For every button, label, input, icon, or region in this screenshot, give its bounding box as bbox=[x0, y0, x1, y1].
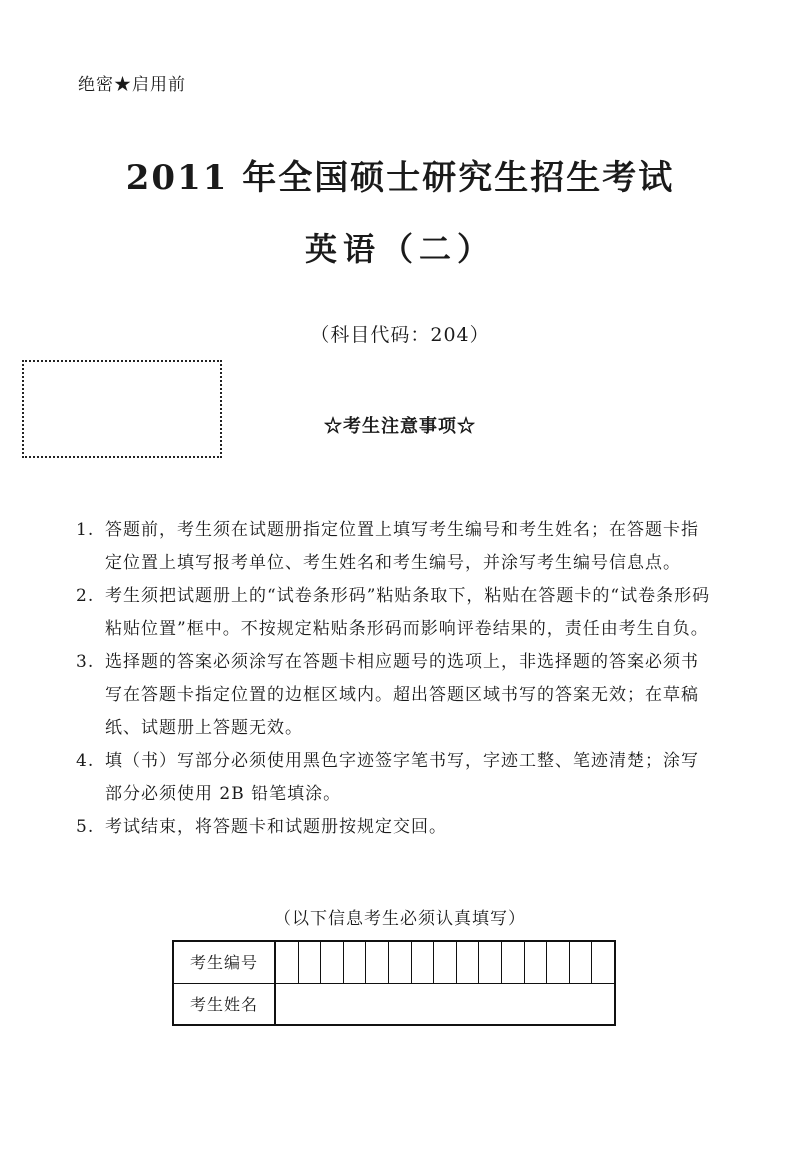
exam-number-digit-cell[interactable] bbox=[457, 942, 480, 983]
notice-text: 考生须把试题册上的“试卷条形码”粘贴条取下，粘贴在答题卡的“试卷条形码粘贴位置”框中。不按规定粘贴条形码而影响评卷结果的，责任由考生自负。 bbox=[105, 586, 711, 639]
exam-number-digit-cell[interactable] bbox=[321, 942, 344, 983]
exam-title: 2011 年全国硕士研究生招生考试 bbox=[125, 158, 675, 198]
exam-number-label: 考生编号 bbox=[174, 942, 276, 983]
exam-number-digit-cell[interactable] bbox=[592, 942, 614, 983]
subject-code: （科目代码：204） bbox=[310, 324, 490, 346]
notice-number: 2. bbox=[76, 586, 95, 606]
notice-item bbox=[76, 580, 716, 646]
notice-number: 5. bbox=[76, 817, 95, 837]
notice-number: 4. bbox=[76, 751, 95, 771]
exam-number-digit-cell[interactable] bbox=[502, 942, 525, 983]
exam-number-digit-cell[interactable] bbox=[299, 942, 322, 983]
barcode-placeholder-box bbox=[22, 360, 222, 458]
exam-number-digit-cell[interactable] bbox=[389, 942, 412, 983]
notice-text: 考试结束，将答题卡和试题册按规定交回。 bbox=[105, 817, 447, 837]
exam-number-digit-cell[interactable] bbox=[570, 942, 593, 983]
candidate-name-row bbox=[174, 984, 614, 1025]
notice-item bbox=[76, 745, 716, 811]
notice-item bbox=[76, 646, 716, 745]
exam-number-row bbox=[174, 942, 614, 984]
notice-heading: ☆考生注意事项☆ bbox=[324, 416, 476, 437]
notice-item bbox=[76, 811, 716, 844]
exam-number-digit-cell[interactable] bbox=[344, 942, 367, 983]
exam-number-digit-cell[interactable] bbox=[479, 942, 502, 983]
notice-item bbox=[76, 514, 716, 580]
notice-text: 选择题的答案必须涂写在答题卡相应题号的选项上，非选择题的答案必须书写在答题卡指定位置的边框区域内。超出答题区域书写的答案无效；在草稿纸、试题册上答题无效。 bbox=[105, 652, 699, 738]
notice-number: 1. bbox=[76, 520, 95, 540]
secret-label: 绝密★启用前 bbox=[78, 75, 186, 95]
exam-number-digit-cell[interactable] bbox=[547, 942, 570, 983]
exam-number-digit-cell[interactable] bbox=[276, 942, 299, 983]
notice-number: 3. bbox=[76, 652, 95, 672]
exam-number-digit-cell[interactable] bbox=[525, 942, 548, 983]
info-form-caption: （以下信息考生必须认真填写） bbox=[274, 909, 526, 929]
candidate-info-table bbox=[172, 940, 616, 1026]
exam-number-cells bbox=[276, 942, 614, 983]
exam-number-digit-cell[interactable] bbox=[434, 942, 457, 983]
exam-number-digit-cell[interactable] bbox=[366, 942, 389, 983]
exam-number-digit-cell[interactable] bbox=[412, 942, 435, 983]
candidate-name-label: 考生姓名 bbox=[174, 984, 276, 1025]
subject-title: 英语（二） bbox=[304, 230, 495, 268]
notice-text: 答题前，考生须在试题册指定位置上填写考生编号和考生姓名；在答题卡指定位置上填写报考单位、考生姓名和考生编号，并涂写考生编号信息点。 bbox=[105, 520, 699, 573]
notice-list bbox=[76, 514, 716, 844]
candidate-name-field[interactable] bbox=[276, 984, 614, 1025]
notice-text: 填（书）写部分必须使用黑色字迹签字笔书写，字迹工整、笔迹清楚；涂写部分必须使用 2B 铅笔填涂。 bbox=[105, 751, 699, 804]
